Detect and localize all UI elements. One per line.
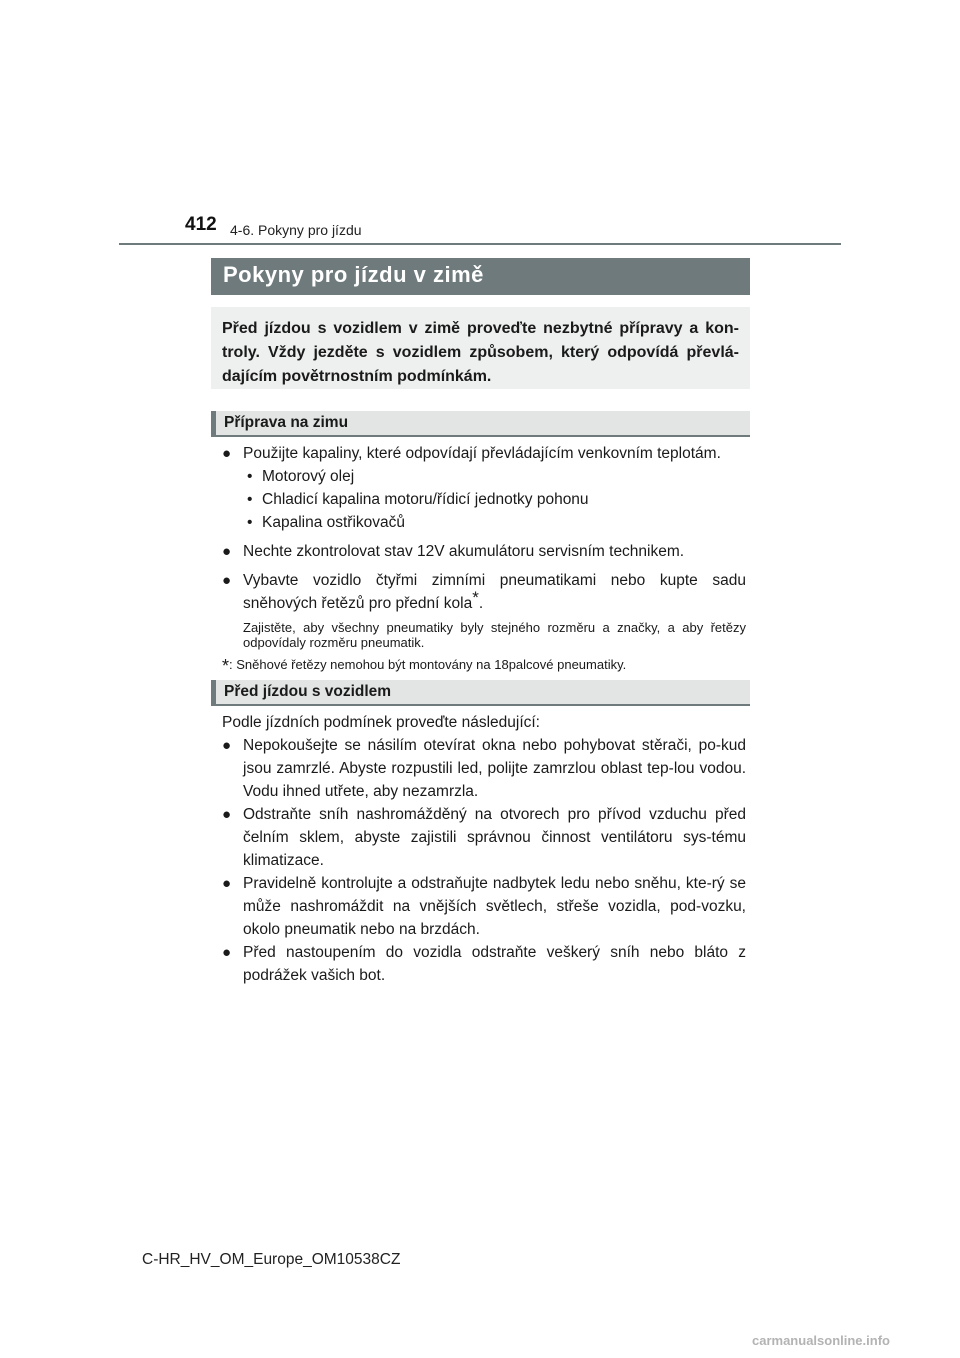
sub-list-item-text: Chladicí kapalina motoru/řídicí jednotky pohonu: [262, 491, 589, 508]
lead-text: Podle jízdních podmínek proveďte následující:: [222, 714, 540, 731]
list-item: [222, 734, 746, 803]
document-code: C-HR_HV_OM_Europe_OM10538CZ: [142, 1251, 401, 1268]
bullet-icon: ●: [222, 944, 232, 961]
sub-bullet-icon: •: [247, 491, 253, 508]
subheading-winter-prep: [211, 411, 750, 437]
list-item-text: Před nastoupením do vozidla odstraňte veškerý sníh nebo bláto z podrážek vašich bot.: [243, 944, 746, 984]
sub-list-item-text: Motorový olej: [262, 468, 355, 485]
sub-list-item: [222, 511, 746, 534]
header-rule: [119, 243, 841, 245]
section-label: 4-6. Pokyny pro jízdu: [230, 222, 362, 238]
winter-prep-content: [222, 442, 746, 675]
list-item: [222, 872, 746, 941]
list-item-text: Vybavte vozidlo čtyřmi zimními pneumatikami nebo kupte sadu sněhových řetězů pro přední kola: [243, 572, 746, 612]
page-title: Pokyny pro jízdu v zimě: [211, 258, 750, 295]
bullet-icon: ●: [222, 445, 232, 462]
bullet-icon: ●: [222, 875, 232, 892]
list-item-text: Odstraňte sníh nashromážděný na otvorech pro přívod vzduchu před čelním sklem, abyste zajistili správnou činnost ventilátoru sys-tému klimatizace.: [243, 806, 746, 869]
list-item-text: Pravidelně kontrolujte a odstraňujte nadbytek ledu nebo sněhu, kte-rý se může nashromáždit na vnějších světlech, střeše vozidla, pod-vozku, okolo pneumatik nebo na brzdách.: [243, 875, 746, 938]
sub-bullet-icon: •: [247, 468, 253, 485]
before-driving-content: [222, 711, 746, 987]
footnote-marker: *: [472, 588, 479, 607]
list-item: [222, 442, 746, 465]
subheading-text: Před jízdou s vozidlem: [224, 683, 392, 700]
list-item: [222, 941, 746, 987]
list-item: [222, 803, 746, 872]
subheading-text: Příprava na zimu: [224, 414, 349, 431]
sub-list-item-text: Kapalina ostřikovačů: [262, 514, 406, 531]
list-item-text: Použijte kapaliny, které odpovídají převládajícím venkovním teplotám.: [243, 445, 721, 462]
note-text: Zajistěte, aby všechny pneumatiky byly stejného rozměru a značky, a aby řetězy odpovídaly rozměru pneumatik.: [243, 620, 746, 650]
bullet-icon: ●: [222, 806, 232, 823]
list-item: [222, 540, 746, 563]
intro-box: Před jízdou s vozidlem v zimě proveďte nezbytné přípravy a kon-troly. Vždy jezděte s vozidlem způsobem, který odpovídá převlá-dajícím povětrnostním podmínkám.: [211, 307, 750, 389]
list-item-text: Nechte zkontrolovat stav 12V akumulátoru servisním technikem.: [243, 543, 685, 560]
watermark: carmanualsonline.info: [752, 1333, 890, 1348]
footnote-text: : Sněhové řetězy nemohou být montovány na 18palcové pneumatiky.: [229, 657, 627, 672]
list-item-end: .: [478, 595, 484, 612]
bullet-icon: ●: [222, 543, 232, 560]
bullet-icon: ●: [222, 572, 232, 589]
sub-bullet-icon: •: [247, 514, 253, 531]
bullet-icon: ●: [222, 737, 232, 754]
footnote-star: *: [222, 656, 230, 676]
footnote: [222, 656, 746, 675]
page-number: 412: [185, 214, 217, 235]
list-item: [222, 569, 746, 615]
subheading-before-driving: [211, 680, 750, 706]
sub-list-item: [222, 488, 746, 511]
list-item-text: Nepokoušejte se násilím otevírat okna nebo pohybovat stěrači, po-kud jsou zamrzlé. Abyste rozpustili led, polijte zamrzlou oblast tep-lou vodou. Vodu ihned utřete, aby nezamrzla.: [243, 737, 746, 800]
sub-list-item: [222, 465, 746, 488]
